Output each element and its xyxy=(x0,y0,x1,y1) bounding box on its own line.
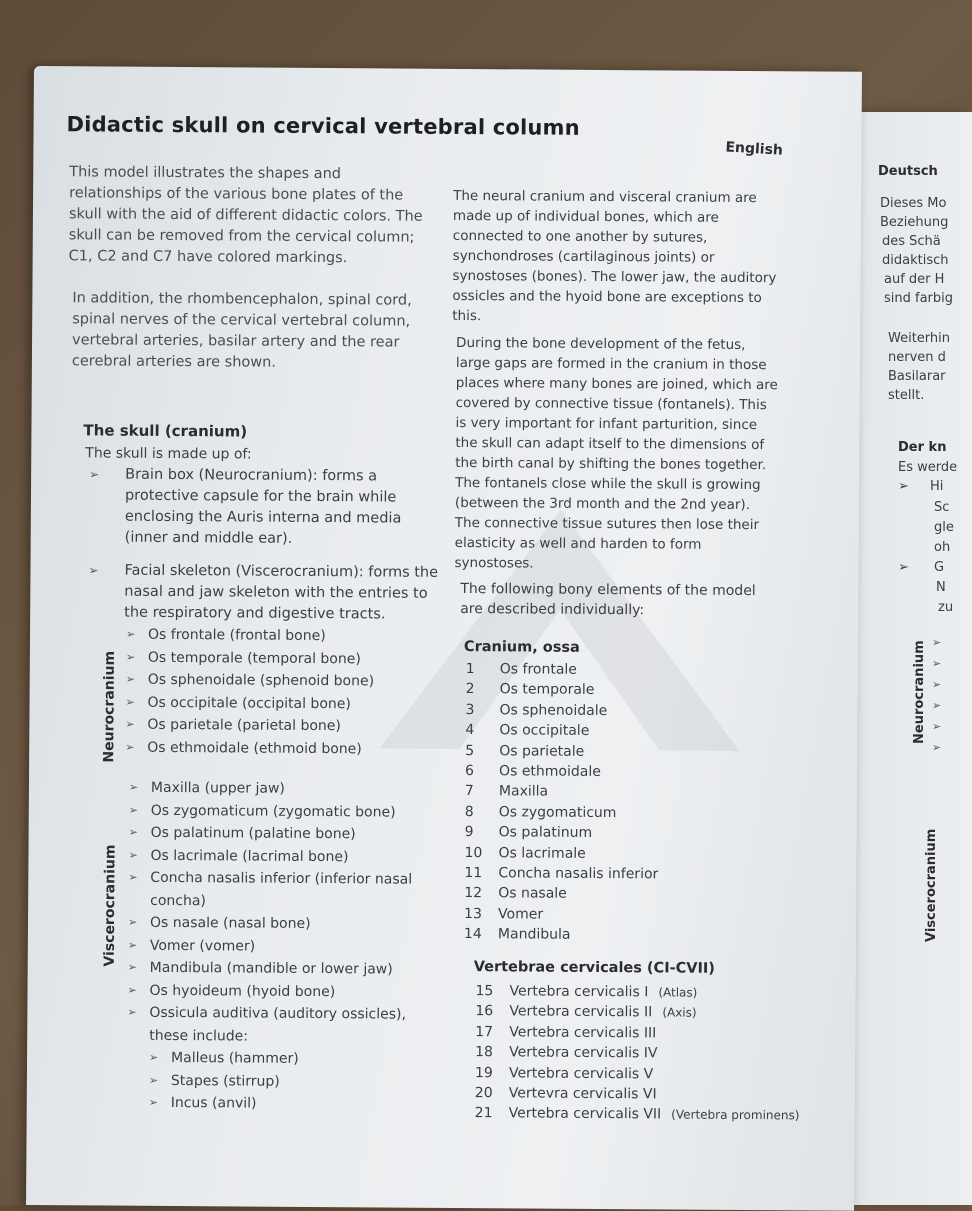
list-item xyxy=(464,904,764,927)
item-number: 15 xyxy=(475,983,494,1000)
list-item xyxy=(475,1002,815,1025)
item-number: 10 xyxy=(464,844,483,861)
item-number: 2 xyxy=(465,681,475,698)
list-item xyxy=(466,679,766,702)
list-item: ➢ Os frontale (frontal bone) xyxy=(126,624,426,649)
next-page-heading: Deutsch xyxy=(878,164,938,179)
item-number: 6 xyxy=(465,763,475,780)
right-paragraph-3: The following bony elements of the model are described individually: xyxy=(460,580,756,619)
next-page-line: N xyxy=(936,580,946,595)
list-item: ➢ Brain box (Neurocranium): forms a protective capsule for the brain while enclosing the Auris interna and media (inner and middle ear). xyxy=(89,464,440,550)
list-item: ➢ Os occipitale (occipital bone) xyxy=(125,691,425,716)
next-page-viscero-label: Viscerocranium xyxy=(924,828,939,942)
list-item xyxy=(466,659,766,682)
next-page-line: Sc xyxy=(934,500,950,515)
list-item: ➢ Os palatinum (palatine bone) xyxy=(129,822,419,847)
item-number: 1 xyxy=(465,661,475,678)
list-item: ➢ Incus (anvil) xyxy=(127,1092,417,1117)
next-page-line: Weiterhin xyxy=(888,331,951,346)
item-name: Vertebra cervicalis II xyxy=(509,1003,653,1021)
item-note: (Atlas) xyxy=(658,985,698,1000)
list-item: ➢ Os temporale (temporal bone) xyxy=(126,646,426,671)
list-item xyxy=(475,1022,815,1045)
item-name: Maxilla xyxy=(498,783,549,801)
list-item xyxy=(465,781,765,804)
next-page-line: gle xyxy=(934,520,954,535)
item-name: Vertebra cervicalis I xyxy=(509,983,649,1001)
skull-parts-list xyxy=(88,464,439,625)
next-page-line: Es werde xyxy=(898,460,958,475)
vertebrae-list xyxy=(475,981,816,1126)
item-name: Vertebra cervicalis III xyxy=(509,1024,657,1042)
list-item: ➢ Maxilla (upper jaw) xyxy=(129,777,419,802)
list-item xyxy=(465,741,765,764)
item-name: Vertebra cervicalis VII xyxy=(508,1105,662,1123)
next-page-line: sind farbig xyxy=(884,291,954,306)
list-item xyxy=(475,1083,815,1106)
next-page-line: Basilarar xyxy=(888,369,946,384)
list-item xyxy=(464,863,764,886)
item-name: Vertebra cervicalis V xyxy=(508,1064,654,1082)
intro-paragraph-1: This model illustrates the shapes and relationships of the various bone plates of the skull with the aid of different didactic colors. The skull can be removed from the cervical column; C1, C2 and C7 have colored markings. xyxy=(68,164,423,267)
neurocranium-label: Neurocranium xyxy=(101,650,118,763)
item-number: 21 xyxy=(474,1105,493,1122)
item-number: 3 xyxy=(465,701,475,718)
list-item: ➢ Malleus (hammer) xyxy=(127,1047,417,1072)
item-name: Os frontale xyxy=(499,661,578,678)
item-name: Os nasale xyxy=(498,885,567,903)
vertebrae-heading: Vertebrae cervicales (CI-CVII) xyxy=(473,959,715,977)
list-item: ➢ Os ethmoidale (ethmoid bone) xyxy=(125,736,425,761)
list-item: ➢ Facial skeleton (Viscerocranium): forms the nasal and jaw skeleton with the entries to the respiratory and digestive tracts. xyxy=(88,560,438,625)
cranium-heading: Cranium, ossa xyxy=(463,639,580,656)
list-item: ➢ Os nasale (nasal bone) xyxy=(128,912,418,937)
list-item: ➢ Mandibula (mandible or lower jaw) xyxy=(128,957,418,982)
list-item xyxy=(465,700,765,723)
item-name: Vertevra cervicalis VI xyxy=(508,1085,657,1103)
list-item: these include: xyxy=(149,1027,249,1045)
intro-paragraph-2: In addition, the rhombencephalon, spinal cord, spinal nerves of the cervical vertebral column, vertebral arteries, basilar artery and the rear cerebral arteries are shown. xyxy=(71,290,412,371)
viscerocranium-label: Viscerocranium xyxy=(101,844,119,967)
next-page-subheading: Der kn xyxy=(898,440,947,455)
item-number: 20 xyxy=(474,1085,493,1102)
list-item: ➢ Os hyoideum (hyoid bone) xyxy=(127,979,417,1004)
next-page-line: oh xyxy=(934,540,951,555)
item-number: 16 xyxy=(475,1003,494,1020)
item-name: Vertebra cervicalis IV xyxy=(509,1044,658,1062)
list-item: ➢ Os parietale (parietal bone) xyxy=(125,714,425,739)
viscerocranium-list xyxy=(127,777,419,1117)
next-page-line: stellt. xyxy=(888,388,925,403)
item-name: Os sphenoidale xyxy=(499,702,608,719)
list-item xyxy=(475,1063,815,1086)
page-title: Didactic skull on cervical vertebral column xyxy=(66,112,580,140)
list-item: ➢ Os lacrimale (lacrimal bone) xyxy=(128,844,418,869)
item-note: (Axis) xyxy=(662,1005,697,1021)
language-label: English xyxy=(725,139,784,159)
cranium-list xyxy=(464,659,766,947)
item-name: Vomer xyxy=(498,906,544,923)
list-item xyxy=(465,802,765,825)
list-item xyxy=(465,761,765,784)
item-number: 9 xyxy=(464,824,474,841)
list-item xyxy=(464,883,764,906)
item-name: Mandibula xyxy=(497,926,571,944)
next-page-line: Dieses Mo xyxy=(880,196,947,211)
next-page-line: nerven d xyxy=(888,350,946,365)
item-number: 8 xyxy=(464,803,474,820)
next-page-line: didaktisch xyxy=(882,253,949,268)
document-page xyxy=(26,66,862,1211)
item-name: Os lacrimale xyxy=(498,844,586,862)
item-number: 14 xyxy=(463,926,482,943)
list-item xyxy=(464,843,764,866)
next-page-arrows: ➢ ➢ ➢ ➢ ➢ ➢ xyxy=(932,636,942,754)
list-item: ➢ Vomer (vomer) xyxy=(128,934,418,959)
next-page-line: G xyxy=(934,560,945,575)
item-number: 5 xyxy=(465,742,475,759)
item-name: Os palatinum xyxy=(498,824,593,842)
item-number: 12 xyxy=(464,885,483,902)
next-page: Deutsch Dieses Mo Beziehung des Schä didaktisch auf der H sind farbig Weiterhin nerven d Basilarar stellt. Der kn Es werde ➢ Hi Sc gle oh ➢ G N zu Neurocranium ➢ ➢ ➢ ➢ ➢ ➢ Viscerocranium xyxy=(812,112,972,1205)
item-note: (Vertebra prominens) xyxy=(671,1107,800,1123)
item-number: 4 xyxy=(465,722,475,739)
list-item xyxy=(475,981,815,1004)
item-name: Concha nasalis inferior xyxy=(498,865,659,883)
next-page-line: Hi xyxy=(930,479,944,494)
list-item: ➢ Os sphenoidale (sphenoid bone) xyxy=(126,669,426,694)
next-page-line: zu xyxy=(938,600,954,615)
item-name: Os temporale xyxy=(499,681,595,699)
item-number: 7 xyxy=(464,783,474,800)
list-item: ➢ Stapes (stirrup) xyxy=(127,1069,417,1094)
neurocranium-list xyxy=(125,624,426,761)
item-name: Os parietale xyxy=(499,742,585,760)
list-item xyxy=(465,720,765,743)
next-page-line: des Schä xyxy=(882,234,941,249)
list-item xyxy=(464,924,764,947)
right-paragraph-2: During the bone development of the fetus, large gaps are formed in the cranium in those places where many bones are joined, which are covered by connective tissue (fontanels). This is very important for infant parturition, since the skull can adapt itself to the dimensions of the birth canal by shifting the bones together. The fontanels close while the skull is growing (between the 3rd month and the 2nd year). The connective tissue sutures then lose their elasticity as well and harden to form synostoses. xyxy=(454,334,778,572)
list-item xyxy=(475,1104,815,1127)
item-number: 19 xyxy=(474,1064,493,1081)
list-item: ➢ Os zygomaticum (zygomatic bone) xyxy=(129,799,419,824)
skull-heading: The skull (cranium) xyxy=(83,421,248,441)
item-name: Os zygomaticum xyxy=(498,804,617,821)
next-page-neuro-label: Neurocranium xyxy=(912,640,927,744)
list-item xyxy=(465,822,765,845)
item-number: 17 xyxy=(475,1023,494,1041)
list-item xyxy=(475,1042,815,1065)
list-item: ➢ Concha nasalis inferior (inferior nasal concha) xyxy=(128,867,418,914)
list-item: ➢ Ossicula auditiva (auditory ossicles), xyxy=(127,1002,417,1027)
item-number: 11 xyxy=(464,865,483,882)
next-page-line: Beziehung xyxy=(880,215,949,230)
skull-intro: The skull is made up of: xyxy=(85,445,252,463)
next-page-line: auf der H xyxy=(884,272,945,287)
item-name: Os occipitale xyxy=(499,722,590,740)
item-number: 18 xyxy=(475,1044,494,1061)
right-paragraph-1: The neural cranium and visceral cranium are made up of individual bones, which are connected to one another by sutures, synchondroses (cartilaginous joints) or synostoses (bones). The lower jaw, the auditory ossicles and the hyoid bone are exceptions to this. xyxy=(452,187,777,325)
item-name: Os ethmoidale xyxy=(499,763,601,781)
item-number: 13 xyxy=(464,905,482,923)
